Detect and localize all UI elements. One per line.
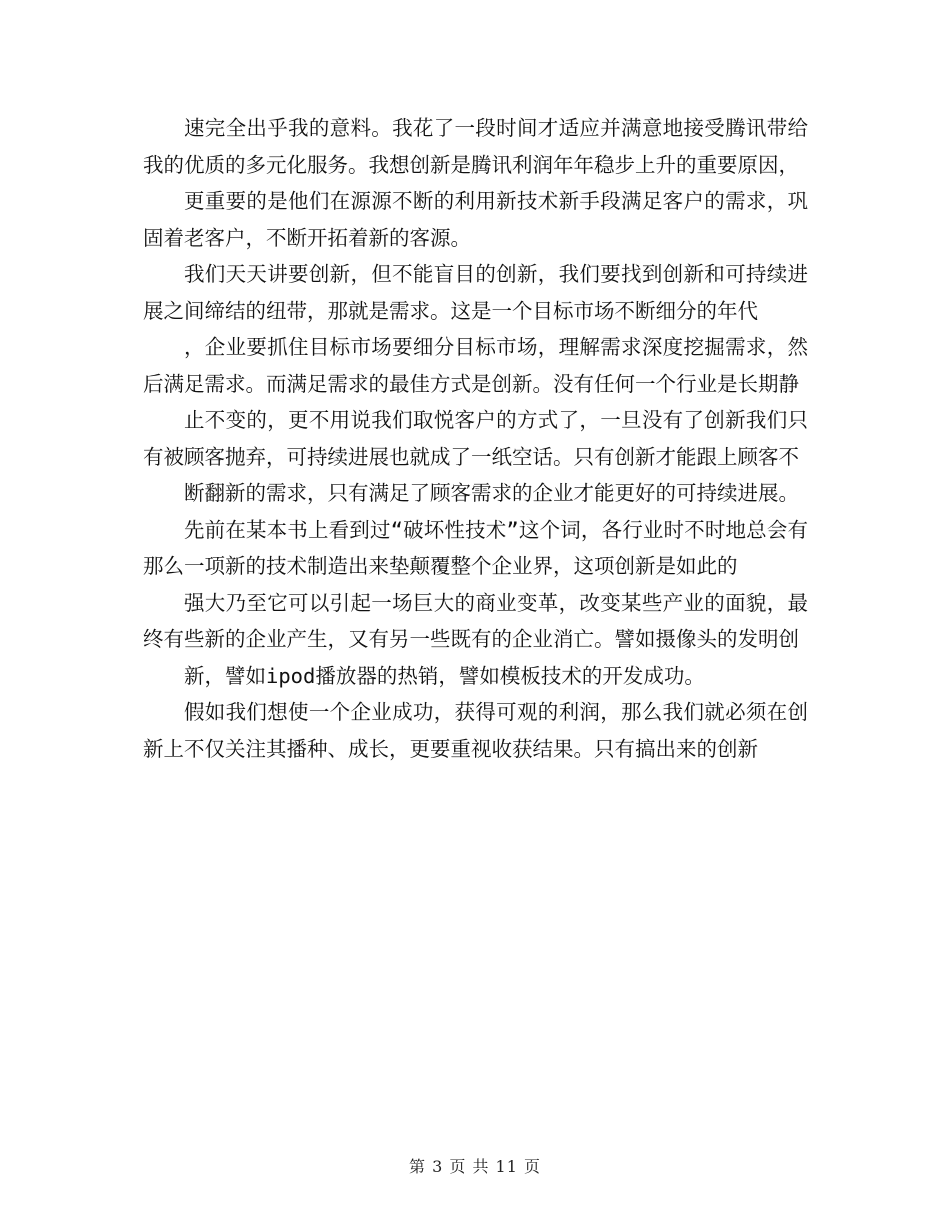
paragraph: 断翻新的需求，只有满足了顾客需求的企业才能更好的可持续进展。 — [184, 481, 799, 505]
paragraph: 速完全出乎我的意料。我花了一段时间才适应并满意地接受腾讯带给我的优质的多元化服务。我想创新是腾讯利润年年稳步上升的重要原因， — [143, 116, 808, 177]
paragraph: 先前在某本书上看到过“破坏性技术”这个词，各行业时不时地总会有那么一项新的技术制造出来垫颠覆整个企业界，这项创新是如此的 — [143, 517, 808, 578]
paragraph: 更重要的是他们在源源不断的利用新技术新手段满足客户的需求，巩固着老客户，不断开拓着新的客源。 — [143, 189, 808, 250]
paragraph: 止不变的，更不用说我们取悦客户的方式了，一旦没有了创新我们只有被顾客抛弃，可持续进展也就成了一纸空话。只有创新才能跟上顾客不 — [143, 408, 808, 469]
paragraph: ，企业要抓住目标市场要细分目标市场，理解需求深度挖掘需求，然后满足需求。而满足需求的最佳方式是创新。没有任何一个行业是长期静 — [143, 335, 808, 396]
paragraph: 新，譬如ipod播放器的热销，譬如模板技术的开发成功。 — [184, 663, 705, 688]
paragraph: 强大乃至它可以引起一场巨大的商业变革，改变某些产业的面貌，最终有些新的企业产生，又有另一些既有的企业消亡。譬如摄像头的发明创 — [143, 590, 808, 651]
document-body — [143, 110, 808, 767]
paragraph: 假如我们想使一个企业成功，获得可观的利润，那么我们就必须在创新上不仅关注其播种、成长，更要重视收获结果。只有搞出来的创新 — [143, 700, 808, 761]
page-number-footer: 第 3 页 共 11 页 — [409, 1157, 541, 1176]
paragraph: 我们天天讲要创新，但不能盲目的创新，我们要找到创新和可持续进展之间缔结的纽带，那就是需求。这是一个目标市场不断细分的年代 — [143, 262, 808, 323]
